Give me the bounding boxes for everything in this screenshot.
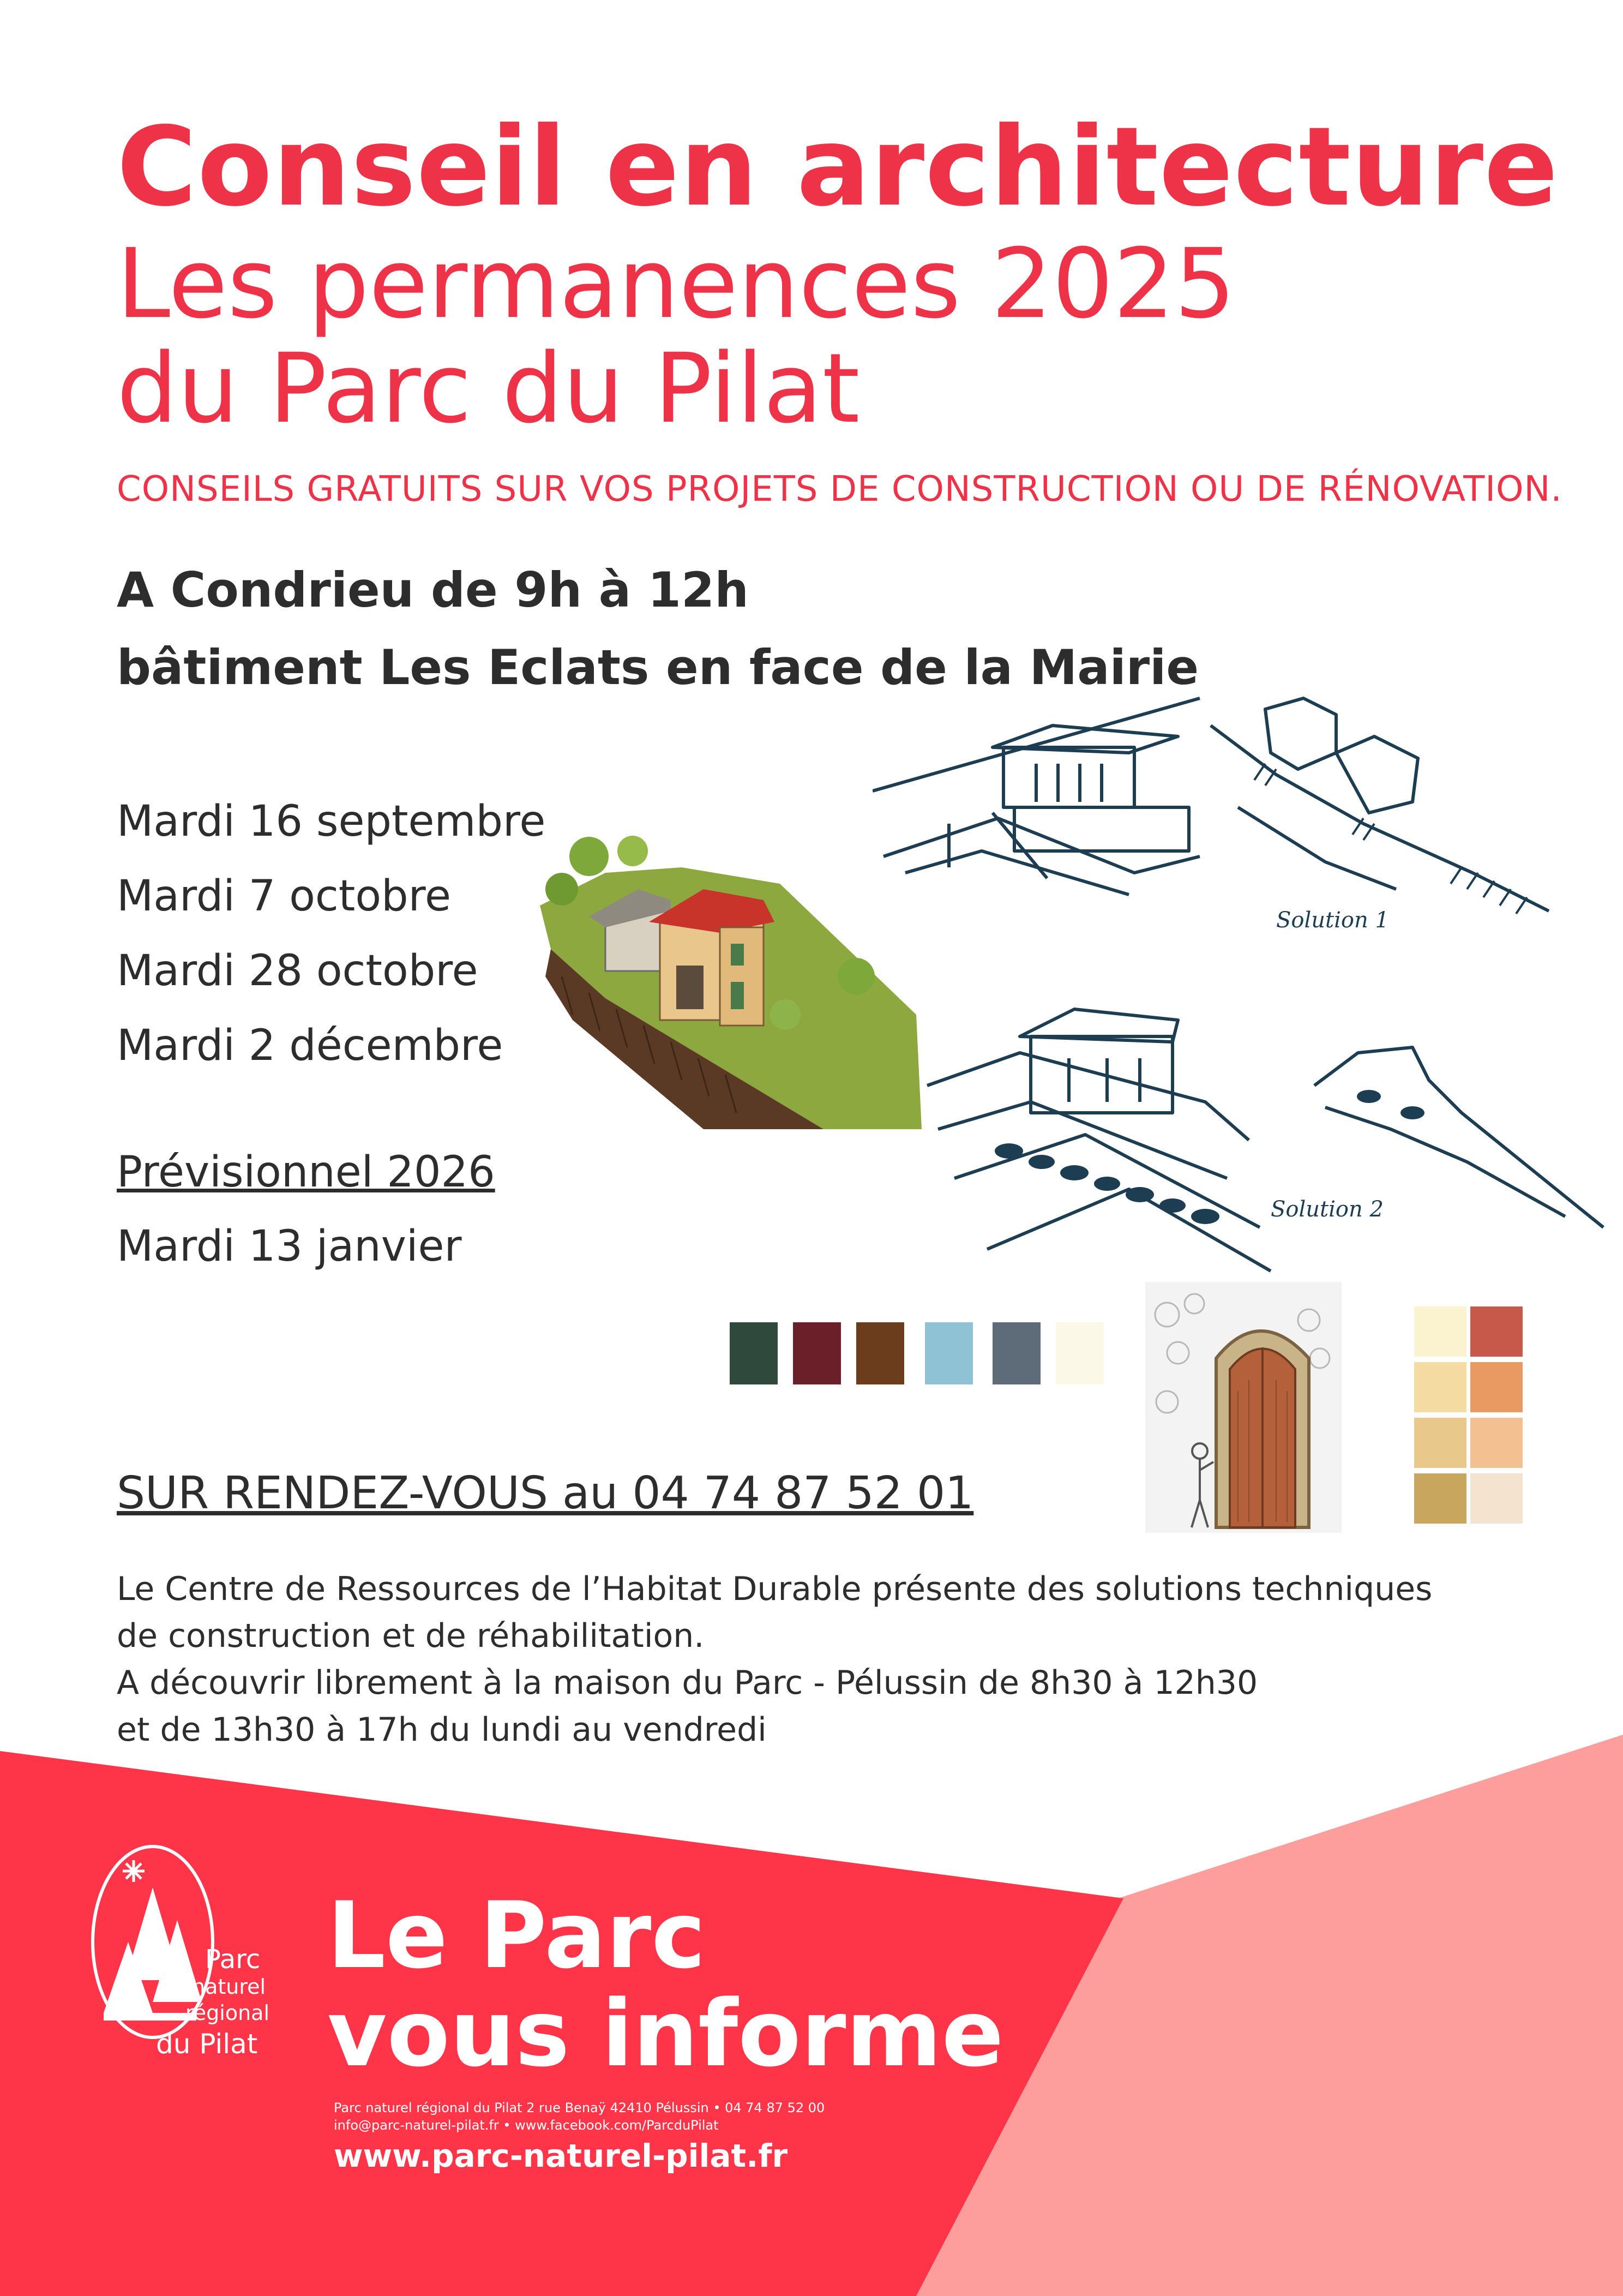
solution-2-label: Solution 2 — [1271, 1197, 1384, 1222]
info-line: A découvrir librement à la maison du Parc - Pélussin de 8h30 à 12h30 — [117, 1664, 1258, 1702]
date-item: Mardi 2 décembre — [117, 1021, 503, 1070]
date-item: Mardi 7 octobre — [117, 872, 451, 921]
info-line: Le Centre de Ressources de l’Habitat Durable présente des solutions techniques — [117, 1570, 1433, 1608]
footer-email-facebook: info@parc-naturel-pilat.fr • www.facebook.com/ParcduPilat — [334, 2118, 719, 2133]
footer-website-link[interactable]: www.parc-naturel-pilat.fr — [334, 2137, 788, 2174]
location-address: bâtiment Les Eclats en face de la Mairie — [117, 639, 1199, 696]
subtitle-line-1: Les permanences 2025 — [117, 228, 1236, 340]
logo-text-regional: régional — [185, 2001, 270, 2025]
page-title: Conseil en architecture — [117, 104, 1559, 231]
appointment-phone: SUR RENDEZ-VOUS au 04 74 87 52 01 — [117, 1467, 974, 1519]
subtitle-line-2: du Parc du Pilat — [117, 333, 860, 445]
info-line: et de 13h30 à 17h du lundi au vendredi — [117, 1711, 767, 1749]
logo-text-parc: Parc — [205, 1944, 261, 1975]
logo-text-du-pilat: du Pilat — [156, 2028, 258, 2060]
provisional-heading: Prévisionnel 2026 — [117, 1148, 495, 1197]
info-line: de construction et de réhabilitation. — [117, 1617, 705, 1655]
solution-1-label: Solution 1 — [1276, 908, 1389, 933]
footer-address: Parc naturel régional du Pilat 2 rue Benaÿ 42410 Pélussin • 04 74 87 52 00 — [334, 2100, 825, 2115]
date-item: Mardi 16 septembre — [117, 797, 546, 846]
footer-slogan-line-1: Le Parc — [327, 1882, 706, 1989]
date-item: Mardi 28 octobre — [117, 946, 478, 996]
tagline: CONSEILS GRATUITS SUR VOS PROJETS DE CONSTRUCTION OU DE RÉNOVATION. — [117, 469, 1562, 509]
provisional-date: Mardi 13 janvier — [117, 1222, 462, 1271]
footer-slogan-line-2: vous informe — [327, 1980, 1004, 2087]
location-time: A Condrieu de 9h à 12h — [117, 562, 749, 618]
logo-text-naturel: naturel — [192, 1975, 266, 1999]
